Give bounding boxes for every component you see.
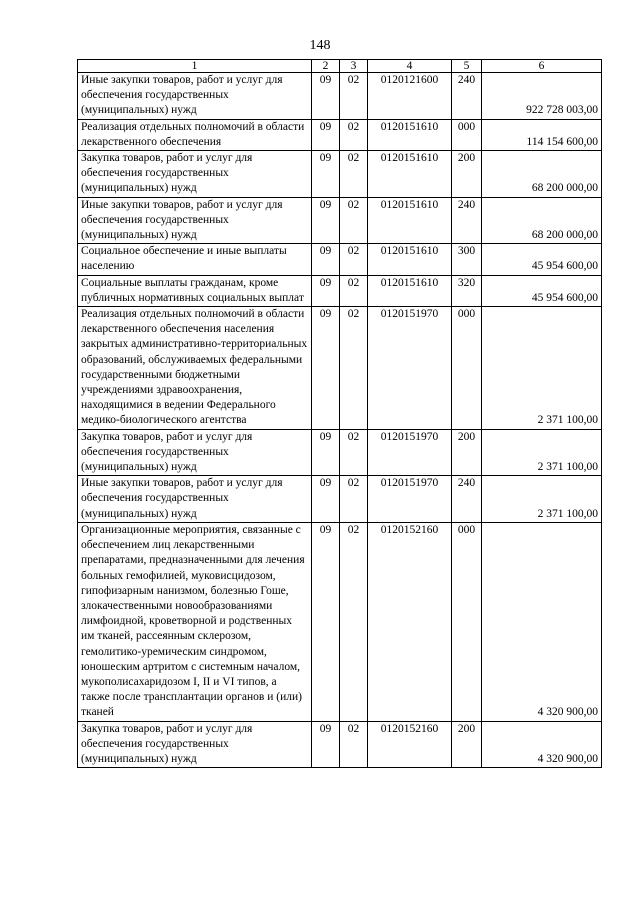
column-header: 4 [368,60,452,73]
page-number: 148 [309,38,331,53]
row-name: Закупка товаров, работ и услуг для обеспечения государственных (муниципальных) нужд [78,429,312,476]
row-target: 0120151610 [368,275,452,306]
row-subsection: 02 [340,721,368,768]
row-amount: 45 954 600,00 [482,275,602,306]
row-target: 0120152160 [368,522,452,721]
row-name: Иные закупки товаров, работ и услуг для обеспечения государственных (муниципальных) нужд [78,73,312,120]
row-name: Закупка товаров, работ и услуг для обеспечения государственных (муниципальных) нужд [78,151,312,198]
table-row [78,73,602,120]
row-subsection: 02 [340,476,368,523]
row-target: 0120151610 [368,151,452,198]
row-section: 09 [312,151,340,198]
row-subsection: 02 [340,119,368,150]
row-name: Иные закупки товаров, работ и услуг для обеспечения государственных (муниципальных) нужд [78,476,312,523]
row-name: Реализация отдельных полномочий в области лекарственного обеспечения населения закрытых административно-территориальных образований, обслуживаемых федеральными государственными бюджетными учреждениями здравоохранения, находящимися в ведении Федерального медико-биологического агентства [78,307,312,430]
row-amount: 2 371 100,00 [482,476,602,523]
row-amount: 2 371 100,00 [482,307,602,430]
table-row [78,275,602,306]
row-type: 240 [452,476,482,523]
row-section: 09 [312,721,340,768]
table-row [78,522,602,721]
row-section: 09 [312,244,340,275]
row-target: 0120151610 [368,197,452,244]
row-target: 0120151970 [368,476,452,523]
table-row [78,476,602,523]
row-name: Иные закупки товаров, работ и услуг для обеспечения государственных (муниципальных) нужд [78,197,312,244]
column-header: 1 [78,60,312,73]
row-subsection: 02 [340,522,368,721]
row-section: 09 [312,307,340,430]
row-subsection: 02 [340,73,368,120]
row-type: 240 [452,73,482,120]
row-target: 0120152160 [368,721,452,768]
row-type: 320 [452,275,482,306]
row-type: 240 [452,197,482,244]
table-header-row [78,60,602,73]
row-target: 0120151970 [368,429,452,476]
row-name: Реализация отдельных полномочий в области лекарственного обеспечения [78,119,312,150]
row-section: 09 [312,197,340,244]
row-subsection: 02 [340,151,368,198]
row-name: Социальные выплаты гражданам, кроме публичных нормативных социальных выплат [78,275,312,306]
row-target: 0120151610 [368,244,452,275]
row-amount: 45 954 600,00 [482,244,602,275]
row-type: 200 [452,429,482,476]
row-subsection: 02 [340,244,368,275]
budget-table [77,59,602,768]
table-row [78,151,602,198]
row-type: 000 [452,522,482,721]
row-amount: 2 371 100,00 [482,429,602,476]
table-row [78,197,602,244]
row-type: 200 [452,151,482,198]
table-row [78,429,602,476]
row-target: 0120151970 [368,307,452,430]
table-row [78,721,602,768]
row-section: 09 [312,275,340,306]
row-subsection: 02 [340,275,368,306]
row-subsection: 02 [340,307,368,430]
row-section: 09 [312,522,340,721]
row-section: 09 [312,476,340,523]
row-name: Закупка товаров, работ и услуг для обеспечения государственных (муниципальных) нужд [78,721,312,768]
table-row [78,307,602,430]
row-name: Социальное обеспечение и иные выплаты населению [78,244,312,275]
row-amount: 68 200 000,00 [482,151,602,198]
column-header: 2 [312,60,340,73]
row-amount: 4 320 900,00 [482,721,602,768]
row-target: 0120151610 [368,119,452,150]
row-section: 09 [312,73,340,120]
column-header: 5 [452,60,482,73]
row-type: 000 [452,119,482,150]
row-amount: 4 320 900,00 [482,522,602,721]
row-type: 200 [452,721,482,768]
row-type: 000 [452,307,482,430]
row-type: 300 [452,244,482,275]
row-subsection: 02 [340,429,368,476]
column-header: 3 [340,60,368,73]
column-header: 6 [482,60,602,73]
row-amount: 68 200 000,00 [482,197,602,244]
row-section: 09 [312,119,340,150]
row-name: Организационные мероприятия, связанные с обеспечением лиц лекарственными препаратами, предназначенными для лечения больных гемофилией, муковисцидозом, гипофизарным нанизмом, болезнью Гоше, злокачественными новообразованиями лимфоидной, кроветворной и родственных им тканей, рассеянным склерозом, гемолитико-уремическим синдромом, юношеским артритом с системным началом, мукополисахаридозом I, II и VI типов, а также после трансплантации органов и (или) тканей [78,522,312,721]
table-row [78,119,602,150]
table-row [78,244,602,275]
row-amount: 114 154 600,00 [482,119,602,150]
row-amount: 922 728 003,00 [482,73,602,120]
row-target: 0120121600 [368,73,452,120]
row-subsection: 02 [340,197,368,244]
row-section: 09 [312,429,340,476]
